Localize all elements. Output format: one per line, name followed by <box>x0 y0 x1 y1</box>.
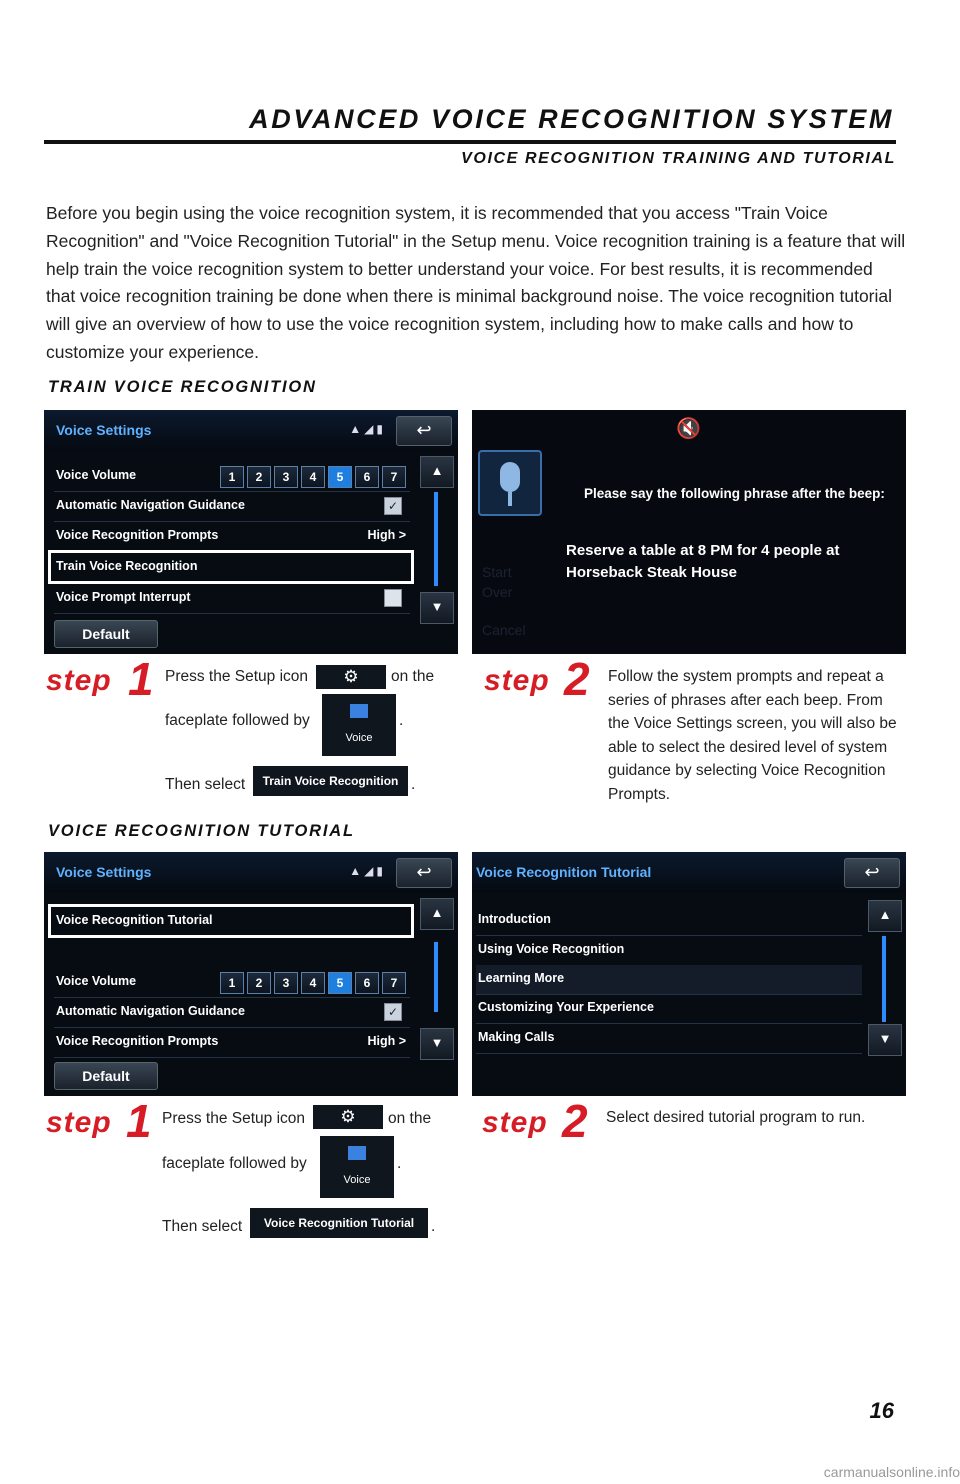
step-text: Then select <box>165 776 246 793</box>
mic-stand <box>508 492 512 506</box>
step-text: on the <box>388 1110 432 1127</box>
back-button[interactable]: ↩ <box>396 416 452 446</box>
row-nav-guidance[interactable] <box>54 492 410 522</box>
step-number: 1 <box>126 1095 152 1147</box>
default-button[interactable]: Default <box>54 1062 158 1090</box>
tutorial-section-heading: VOICE RECOGNITION TUTORIAL <box>48 822 355 840</box>
step-text: faceplate followed by <box>162 1155 307 1172</box>
scroll-down-icon[interactable]: ▼ <box>868 1024 902 1056</box>
phrase-text <box>566 540 839 584</box>
row-value: High > <box>367 1034 406 1048</box>
train-voice-recognition-button: Train Voice Recognition <box>253 766 408 796</box>
tutorial-item[interactable] <box>476 906 862 936</box>
back-button[interactable]: ↩ <box>396 858 452 888</box>
row-label: Voice Recognition Prompts <box>56 528 219 542</box>
step-text: Then select <box>162 1218 243 1235</box>
scroll-down-icon[interactable]: ▼ <box>420 1028 454 1060</box>
volume-6[interactable]: 6 <box>355 466 379 488</box>
scrollbar[interactable] <box>868 900 900 1060</box>
row-label: Voice Volume <box>56 468 137 482</box>
row-voice-volume <box>54 968 410 998</box>
title-rule <box>44 140 896 144</box>
scroll-track <box>434 492 438 586</box>
step-text: . <box>411 776 416 793</box>
over-label: Over <box>482 584 513 600</box>
step-label: step <box>482 1106 548 1139</box>
step-number: 1 <box>128 653 154 705</box>
step-text: Select desired tutorial program to run. <box>606 1109 866 1126</box>
page-title: ADVANCED VOICE RECOGNITION SYSTEM <box>249 104 894 134</box>
voice-app-icon <box>348 1146 366 1160</box>
volume-1[interactable]: 1 <box>220 466 244 488</box>
volume-4[interactable]: 4 <box>301 466 325 488</box>
train-prompt-screen <box>472 410 906 654</box>
tutorial-item[interactable] <box>476 936 862 966</box>
screen-header <box>472 852 906 892</box>
phrase-line-2: Horseback Steak House <box>566 564 737 581</box>
scroll-down-icon[interactable]: ▼ <box>420 592 454 624</box>
train-section-heading: TRAIN VOICE RECOGNITION <box>48 378 317 396</box>
volume-2[interactable]: 2 <box>247 972 271 994</box>
phrase-line-1: Reserve a table at 8 PM for 4 people at <box>566 542 840 559</box>
volume-4[interactable]: 4 <box>301 972 325 994</box>
row-recognition-prompts[interactable] <box>54 1028 410 1058</box>
item-label: Using Voice Recognition <box>478 942 625 956</box>
voice-button-icon <box>320 1136 394 1198</box>
scroll-up-icon[interactable]: ▲ <box>868 900 902 932</box>
watermark: carmanualsonline.info <box>823 1464 960 1480</box>
page-subtitle: VOICE RECOGNITION TRAINING AND TUTORIAL <box>461 150 896 167</box>
checkbox-icon[interactable]: ✓ <box>384 1003 402 1021</box>
step-number: 2 <box>562 1095 588 1147</box>
scrollbar[interactable] <box>420 898 452 1058</box>
start-over-button[interactable] <box>482 562 512 602</box>
status-icons: ▲◢▮ <box>349 422 386 436</box>
volume-5[interactable]: 5 <box>328 972 352 994</box>
voice-settings-screen <box>44 852 458 1096</box>
row-label: Voice Recognition Tutorial <box>56 913 213 927</box>
voice-label: Voice <box>343 1174 371 1186</box>
row-recognition-prompts[interactable] <box>54 522 410 552</box>
volume-6[interactable]: 6 <box>355 972 379 994</box>
step-text: Press the Setup icon <box>162 1110 306 1127</box>
voice-app-icon <box>350 704 368 718</box>
volume-2[interactable]: 2 <box>247 466 271 488</box>
row-label: Voice Prompt Interrupt <box>56 590 191 604</box>
item-label: Introduction <box>478 912 551 926</box>
volume-1[interactable]: 1 <box>220 972 244 994</box>
row-label: Train Voice Recognition <box>56 559 198 573</box>
voice-recognition-tutorial-button: Voice Recognition Tutorial <box>250 1208 428 1238</box>
volume-selector <box>220 466 406 488</box>
item-label: Making Calls <box>478 1030 555 1044</box>
screen-title: Voice Settings <box>56 864 152 880</box>
tutorial-item[interactable] <box>476 994 862 1024</box>
row-label: Voice Volume <box>56 974 137 988</box>
scroll-track <box>434 942 438 1012</box>
row-label: Voice Recognition Prompts <box>56 1034 219 1048</box>
microphone-icon <box>478 450 542 516</box>
step-label: step <box>46 1106 112 1139</box>
screen-title: Voice Recognition Tutorial <box>476 864 652 880</box>
mic-body <box>500 462 520 492</box>
volume-selector <box>220 972 406 994</box>
volume-3[interactable]: 3 <box>274 972 298 994</box>
voice-label: Voice <box>345 732 373 744</box>
checkbox-icon[interactable] <box>384 589 402 607</box>
instruction-text: Please say the following phrase after the beep: <box>584 486 885 501</box>
volume-7[interactable]: 7 <box>382 466 406 488</box>
screen-header <box>44 410 458 450</box>
step-label: step <box>46 664 112 697</box>
default-button[interactable]: Default <box>54 620 158 648</box>
volume-3[interactable]: 3 <box>274 466 298 488</box>
start-label: Start <box>482 564 512 580</box>
step-text: Press the Setup icon <box>165 668 309 685</box>
scroll-up-icon[interactable]: ▲ <box>420 898 454 930</box>
volume-7[interactable]: 7 <box>382 972 406 994</box>
step-label: step <box>484 664 550 697</box>
status-icons: ▲◢▮ <box>349 864 386 878</box>
screen-title: Voice Settings <box>56 422 152 438</box>
step-text: . <box>431 1218 436 1235</box>
item-label: Learning More <box>478 971 565 985</box>
scroll-track <box>882 936 886 1022</box>
item-label: Customizing Your Experience <box>478 1000 654 1014</box>
row-value: High > <box>367 528 406 542</box>
tutorial-item[interactable] <box>476 965 862 995</box>
voice-settings-screen <box>44 410 458 654</box>
row-prompt-interrupt[interactable] <box>54 584 410 614</box>
cancel-button[interactable]: Cancel <box>482 622 526 638</box>
highlight-box <box>48 550 414 584</box>
setup-gear-icon: ⚙ <box>313 1105 383 1129</box>
setup-gear-icon: ⚙ <box>316 665 386 689</box>
page-number: 16 <box>869 1398 894 1423</box>
screen-header <box>44 852 458 892</box>
step-text: faceplate followed by <box>165 712 310 729</box>
row-nav-guidance[interactable] <box>54 998 410 1028</box>
volume-5[interactable]: 5 <box>328 466 352 488</box>
row-voice-volume <box>54 462 410 492</box>
mute-icon: 🔇 <box>676 418 701 440</box>
tutorial-item[interactable] <box>476 1024 862 1054</box>
intro-paragraph: Before you begin using the voice recognition system, it is recommended that you access "Train Voice Recognition" and "Voice Recognition Tutorial" in the Setup menu. Voice recognition training is a feature that will help train the voice recognition system to better understand your voice. For best results, it is recommended that voice recognition training be done when there is minimal background noise. The voice recognition tutorial will give an overview of how to use the voice recognition system, including how to make calls and how to customize your experience. <box>46 203 906 362</box>
highlight-box <box>48 904 414 938</box>
scroll-up-icon[interactable]: ▲ <box>420 456 454 488</box>
step-text: . <box>399 712 404 729</box>
row-label: Automatic Navigation Guidance <box>56 1004 245 1018</box>
step-text: on the <box>391 668 435 685</box>
scrollbar[interactable] <box>420 456 452 622</box>
step-text: Follow the system prompts and repeat a series of phrases after each beep. From the Voice Settings screen, you will also be able to select the desired level of system guidance by selecting Voice Recognition Prompts. <box>608 668 897 803</box>
voice-button-icon <box>322 694 396 756</box>
step-number: 2 <box>564 653 590 705</box>
tutorial-menu-screen <box>472 852 906 1096</box>
row-label: Automatic Navigation Guidance <box>56 498 245 512</box>
back-button[interactable]: ↩ <box>844 858 900 888</box>
step-text: . <box>397 1155 402 1172</box>
checkbox-icon[interactable]: ✓ <box>384 497 402 515</box>
